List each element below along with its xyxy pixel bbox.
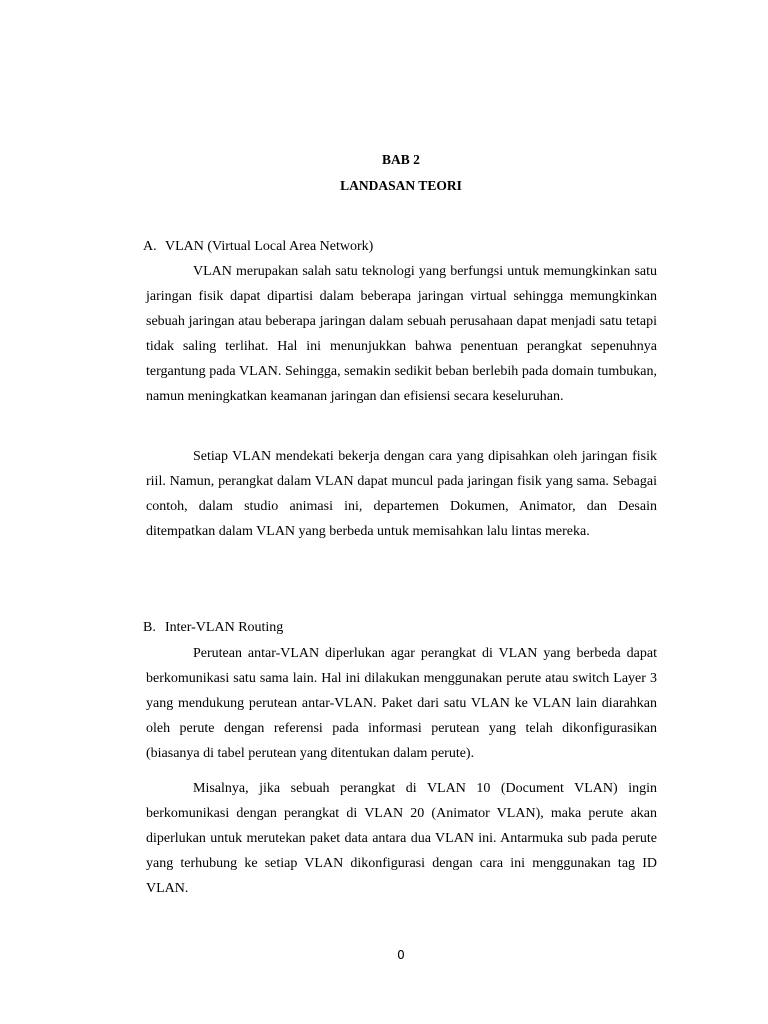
chapter-title: LANDASAN TEORI: [340, 178, 462, 193]
section-b-heading: [143, 620, 283, 636]
chapter-number: BAB 2: [382, 152, 420, 167]
section-b-title: Inter-VLAN Routing: [165, 620, 284, 635]
section-b-marker: B.: [143, 620, 156, 635]
section-a-heading: [143, 239, 373, 255]
section-a-paragraph-1: VLAN merupakan salah satu teknologi yang berfungsi untuk memungkinkan satu jaringan fisik dapat dipartisi dalam beberapa jaringan virtual sehingga memungkinkan sebuah jaringan atau beberapa jaringan dalam sebuah perusahaan dapat menjadi satu tetapi tidak saling terlihat. Hal ini menunjukkan bahwa penentuan perangkat sepenuhnya tergantung pada VLAN. Sehingga, semakin sedikit beban berlebih pada domain tumbukan, namun meningkatkan keamanan jaringan dan efisiensi secara keseluruhan.: [146, 264, 657, 404]
section-a-paragraph-2: Setiap VLAN mendekati bekerja dengan cara yang dipisahkan oleh jaringan fisik riil. Namun, perangkat dalam VLAN dapat muncul pada jaringan fisik yang sama. Sebagai contoh, dalam studio animasi ini, departemen Dokumen, Animator, dan Desain ditempatkan dalam VLAN yang berbeda untuk memisahkan lalu lintas mereka.: [146, 449, 657, 539]
page-number: 0: [397, 948, 405, 962]
section-b-paragraph-1: Perutean antar-VLAN diperlukan agar perangkat di VLAN yang berbeda dapat berkomunikasi satu sama lain. Hal ini dilakukan menggunakan perute atau switch Layer 3 yang mendukung perutean antar-VLAN. Paket dari satu VLAN ke VLAN lain diarahkan oleh perute dengan referensi pada informasi perutean yang telah dikonfigurasikan (biasanya di tabel perutean yang ditentukan dalam perute).: [146, 646, 657, 761]
section-a-title: VLAN (Virtual Local Area Network): [165, 239, 374, 254]
section-b-paragraph-2: Misalnya, jika sebuah perangkat di VLAN 10 (Document VLAN) ingin berkomunikasi dengan perangkat di VLAN 20 (Animator VLAN), maka perute akan diperlukan untuk merutekan paket data antara dua VLAN ini. Antarmuka sub pada perute yang terhubung ke setiap VLAN dikonfigurasi dengan cara ini menggunakan tag ID VLAN.: [146, 781, 657, 896]
section-a-marker: A.: [143, 239, 157, 254]
